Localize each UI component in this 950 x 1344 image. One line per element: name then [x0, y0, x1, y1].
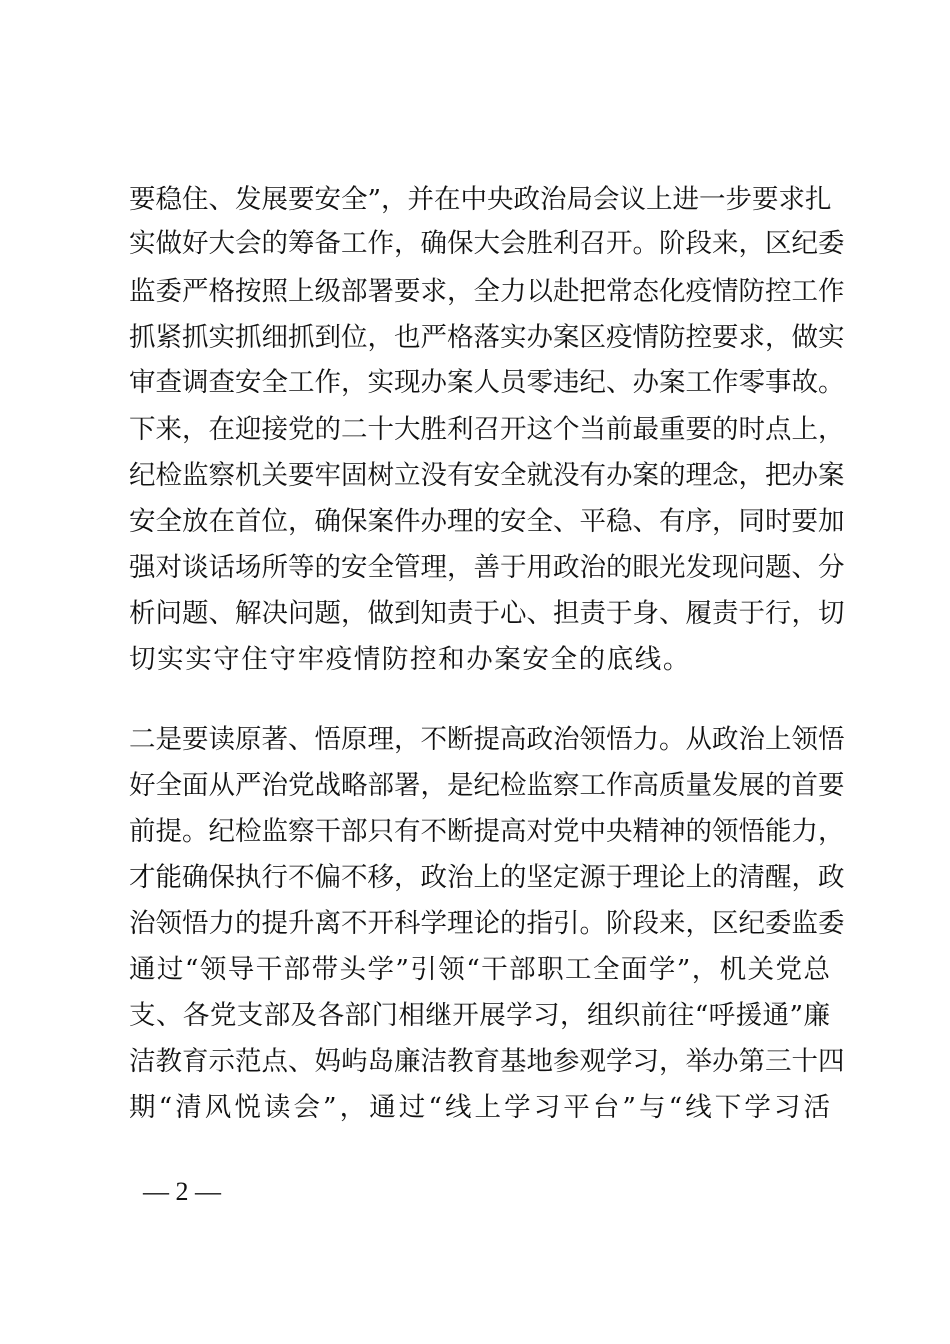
text-line: 监委严格按照上级部署要求，全力以赴把常态化疫情防控工作 — [129, 276, 845, 307]
text-line: 要稳住、发展要安全”，并在中央政治局会议上进一步要求扎 — [129, 184, 832, 215]
text-line: 通过“领导干部带头学”引领“干部职工全面学”，机关党总 — [129, 954, 830, 985]
text-line: 抓紧抓实抓细抓到位，也严格落实办案区疫情防控要求，做实 — [129, 322, 845, 353]
text-line: 切实实守住守牢疫情防控和办案安全的底线。 — [129, 644, 691, 675]
text-line: 治领悟力的提升离不开科学理论的指引。阶段来，区纪委监委 — [129, 908, 845, 939]
text-line: 支、各党支部及各部门相继开展学习，组织前往“呼援通”廉 — [129, 1000, 830, 1031]
text-line: 实做好大会的筹备工作，确保大会胜利召开。阶段来，区纪委 — [129, 228, 845, 259]
text-line: 下来，在迎接党的二十大胜利召开这个当前最重要的时点上， — [129, 414, 845, 445]
text-line: 安全放在首位，确保案件办理的安全、平稳、有序，同时要加 — [129, 506, 845, 537]
text-line: 审查调查安全工作，实现办案人员零违纪、办案工作零事故。 — [129, 367, 845, 398]
text-line: 前提。纪检监察干部只有不断提高对党中央精神的领悟能力， — [129, 816, 845, 847]
text-line: 好全面从严治党战略部署，是纪检监察工作高质量发展的首要 — [129, 770, 845, 801]
text-line: 析问题、解决问题，做到知责于心、担责于身、履责于行，切 — [129, 598, 845, 629]
text-line: 期“清风悦读会”，通过“线上学习平台”与“线下学习活 — [129, 1092, 830, 1123]
text-line: 纪检监察机关要牢固树立没有安全就没有办案的理念，把办案 — [129, 460, 845, 491]
text-line: 二是要读原著、悟原理，不断提高政治领悟力。从政治上领悟 — [129, 724, 845, 755]
text-line: 强对谈话场所等的安全管理，善于用政治的眼光发现问题、分 — [129, 552, 845, 583]
text-line: 才能确保执行不偏不移，政治上的坚定源于理论上的清醒，政 — [129, 862, 845, 893]
text-line: 洁教育示范点、妈屿岛廉洁教育基地参观学习，举办第三十四 — [129, 1046, 845, 1077]
page-number: — 2 — — [143, 1177, 221, 1206]
